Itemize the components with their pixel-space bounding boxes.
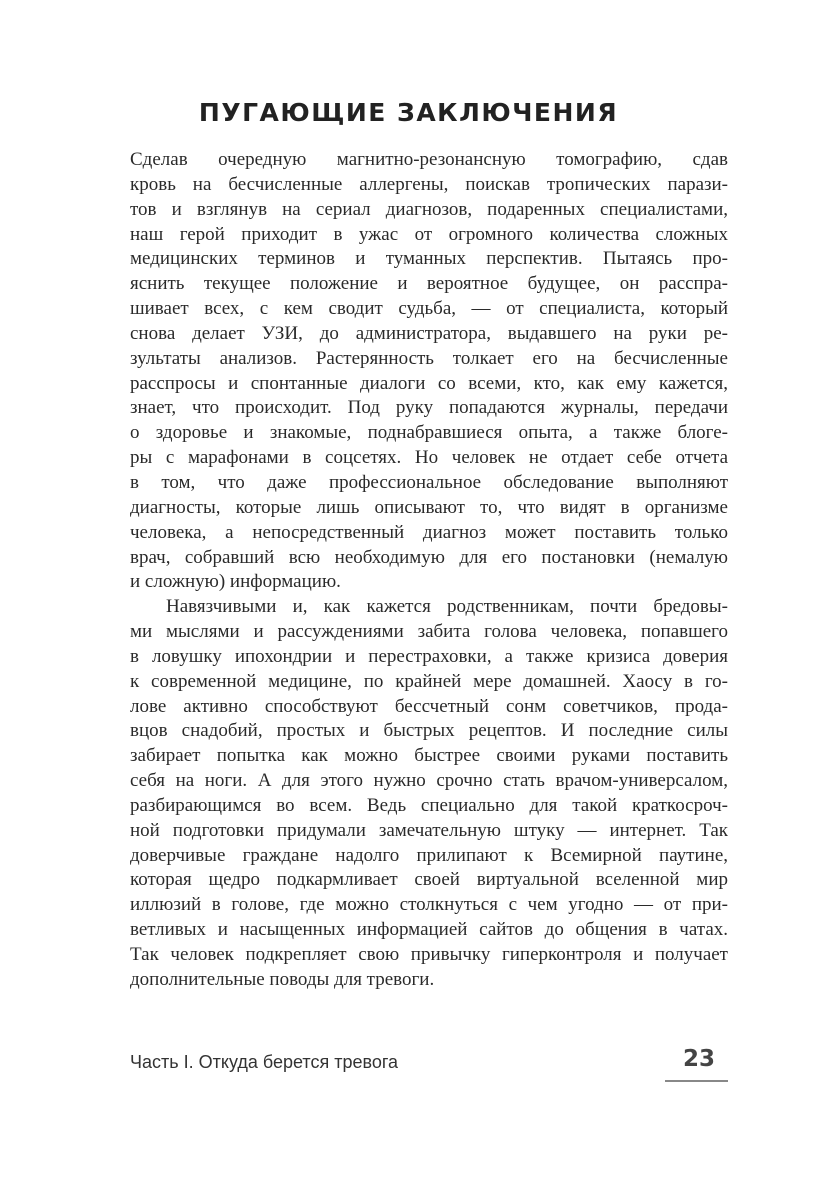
text-line: которая щедро подкармливает своей виртуальной вселенной мир	[130, 869, 728, 891]
text-line: разбирающимся во всем. Ведь специально для такой краткосроч-	[130, 794, 728, 816]
page-number-rule	[665, 1080, 728, 1082]
text-line: яснить текущее положение и вероятное будущее, он расспра-	[130, 273, 728, 295]
text-line: ры с марафонами в соцсетях. Но человек не отдает себе отчета	[130, 447, 728, 469]
text-line: к современной медицине, по крайней мере домашней. Хаосу в го-	[130, 670, 728, 692]
text-line: человека, а непосредственный диагноз может поставить только	[130, 521, 728, 543]
text-line: забирает попытка как можно быстрее своими руками поставить	[130, 745, 728, 767]
text-line: наш герой приходит в ужас от огромного количества сложных	[130, 223, 728, 245]
running-footer: Часть I. Откуда берется тревога	[130, 1052, 399, 1072]
paragraph	[130, 148, 728, 595]
page-number: 23	[682, 1046, 715, 1072]
text-line: зультаты анализов. Растерянность толкает его на бесчисленные	[130, 347, 728, 369]
text-line: иллюзий в голове, где можно столкнуться с чем угодно — от при-	[130, 894, 728, 916]
text-line: доверчивые граждане надолго прилипают к Всемирной паутине,	[130, 844, 728, 866]
text-line: лове активно способствуют бессчетный сонм советчиков, прода-	[130, 695, 728, 717]
chapter-heading: ПУГАЮЩИЕ ЗАКЛЮЧЕНИЯ	[198, 98, 619, 127]
text-line: кровь на бесчисленные аллергены, поискав тропических парази-	[130, 173, 728, 195]
text-line: медицинских терминов и туманных перспектив. Пытаясь про-	[130, 248, 728, 270]
text-line: вцов снадобий, простых и быстрых рецептов. И последние силы	[130, 720, 728, 742]
text-line: Сделав очередную магнитно-резонансную томографию, сдав	[130, 149, 728, 170]
text-line: себя на ноги. А для этого нужно срочно стать врачом-универсалом,	[130, 770, 728, 792]
text-line: ми мыслями и рассуждениями забита голова человека, попавшего	[130, 621, 728, 643]
text-line: снова делает УЗИ, до администратора, выдавшего на руки ре-	[130, 322, 728, 344]
text-line: диагносты, которые лишь описывают то, что видят в организме	[130, 496, 728, 518]
text-line: и сложную) информацию.	[130, 571, 341, 593]
text-line: врач, собравший всю необходимую для его постановки (немалую	[130, 546, 728, 568]
text-line: о здоровье и знакомые, поднабравшиеся опыта, а также блоге-	[130, 422, 728, 444]
text-line: дополнительные поводы для тревоги.	[130, 968, 435, 990]
text-line: шивает всех, с кем сводит судьба, — от специалиста, который	[130, 298, 728, 320]
text-line: в том, что даже профессиональное обследование выполняют	[130, 471, 728, 493]
text-line: ветливых и насыщенных информацией сайтов до общения в чатах.	[130, 919, 728, 941]
text-line: знает, что происходит. Под руку попадаются журналы, передачи	[130, 397, 728, 419]
text-line: тов и взглянув на сериал диагнозов, подаренных специалистами,	[130, 198, 728, 220]
text-line: в ловушку ипохондрии и перестраховки, а также кризиса доверия	[130, 645, 728, 667]
text-line: расспросы и спонтанные диалоги со всеми, кто, как ему кажется,	[130, 372, 728, 394]
paragraph	[130, 595, 728, 993]
text-line: ной подготовки придумали замечательную штуку — интернет. Так	[130, 819, 728, 841]
text-line: Навязчивыми и, как кажется родственникам, почти бредовы-	[166, 596, 728, 618]
text-line: Так человек подкрепляет свою привычку гиперконтроля и получает	[130, 944, 728, 965]
body-text	[130, 148, 728, 993]
